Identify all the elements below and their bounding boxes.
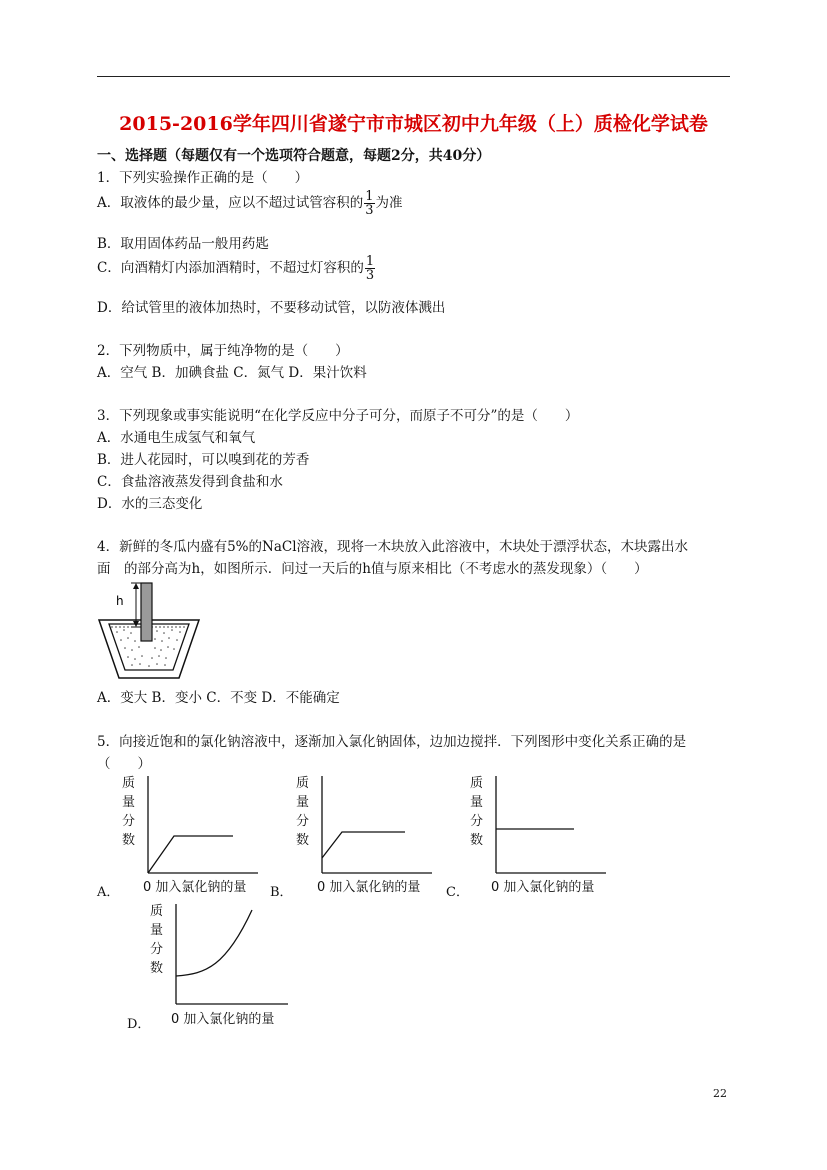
x-axis-label: 0 加入氯化钠的量: [171, 1012, 275, 1027]
q5-option-d-label: D．: [127, 1017, 151, 1032]
q4-options: A．变大 B．变小 C．不变 D．不能确定: [97, 690, 340, 706]
y-label-char: 数: [122, 833, 136, 848]
q1-stem: 1．下列实验操作正确的是（ ）: [97, 170, 309, 186]
q3-option-b: B．进人花园时，可以嗅到花的芳香: [97, 452, 310, 468]
q5-option-a-label: A．: [97, 885, 120, 900]
y-label-char: 质: [470, 776, 484, 791]
q3-option-d: D．水的三态变化: [97, 496, 203, 512]
x-axis-label: 0 加入氯化钠的量: [143, 880, 247, 895]
q5-graph-a: [118, 772, 278, 898]
q1-option-a: [97, 190, 403, 217]
q4-line2: 面 的部分高为h，如图所示．问过一天后的h值与原来相比（不考虑水的蒸发现象）（ ）: [97, 561, 648, 577]
q2-options: A．空气 B．加碘食盐 C．氮气 D．果汁饮料: [97, 365, 367, 381]
x-axis-label: 0 加入氯化钠的量: [491, 880, 595, 895]
graph-d-curve: [176, 910, 252, 976]
y-label-char: 量: [122, 795, 136, 810]
y-label-char: 数: [296, 833, 310, 848]
q1-option-c: [97, 255, 376, 282]
q5-option-c-label: C．: [446, 885, 469, 900]
y-label-char: 质: [296, 776, 310, 791]
x-axis-label: 0 加入氯化钠的量: [317, 880, 421, 895]
page-number: 22: [713, 1087, 727, 1100]
exam-title: 2015-2016学年四川省遂宁市市城区初中九年级（上）质检化学试卷: [119, 113, 708, 135]
q5-option-b-label: B．: [270, 885, 293, 900]
y-label-char: 质: [122, 776, 136, 791]
section-heading: 一、选择题（每题仅有一个选项符合题意，每题2分，共40分）: [97, 148, 491, 164]
y-label-char: 质: [150, 904, 164, 919]
header-rule: [97, 76, 730, 77]
y-label-char: 分: [150, 942, 164, 957]
q2-stem: 2．下列物质中，属于纯净物的是（ ）: [97, 343, 349, 359]
q5-graph-c: [466, 772, 626, 898]
y-label-char: 数: [470, 833, 484, 848]
q1-option-a-text: A．取液体的最少量，应以不超过试管容积的: [97, 195, 364, 211]
fraction-one-third: $\frac{1}{3}$: [365, 254, 375, 283]
y-label-char: 分: [122, 814, 136, 829]
q1-option-a-suffix: 为准: [375, 195, 403, 211]
y-label-char: 分: [296, 814, 310, 829]
q1-option-b: B．取用固体药品一般用药匙: [97, 236, 269, 252]
q3-stem: 3．下列现象或事实能说明“在化学反应中分子可分，而原子不可分”的是（ ）: [97, 408, 579, 424]
q1-option-c-text: C．向酒精灯内添加酒精时，不超过灯容积的: [97, 260, 364, 276]
y-label-char: 量: [150, 923, 164, 938]
q4-figure-wood-block: [97, 578, 207, 682]
graph-a-curve: [148, 836, 233, 873]
y-label-char: 量: [296, 795, 310, 810]
q5-line2: （ ）: [97, 756, 151, 772]
q5-graph-d: [146, 900, 306, 1030]
q3-option-a: A．水通电生成氢气和氧气: [97, 430, 256, 446]
fraction-one-third: $\frac{1}{3}$: [365, 189, 374, 218]
graph-b-curve: [322, 832, 405, 858]
q5-graph-b: [292, 772, 452, 898]
q3-option-c: C．食盐溶液蒸发得到食盐和水: [97, 474, 283, 490]
y-label-char: 量: [470, 795, 484, 810]
q4-figure-label-h: h: [116, 594, 124, 608]
y-label-char: 分: [470, 814, 484, 829]
q4-line1: 4．新鲜的冬瓜内盛有5%的NaCl溶液，现将一木块放入此溶液中，木块处于漂浮状态，木块露出水: [97, 539, 689, 555]
y-label-char: 数: [150, 961, 164, 976]
q5-line1: 5．向接近饱和的氯化钠溶液中，逐渐加入氯化钠固体，边加边搅拌．下列图形中变化关系正确的是: [97, 734, 687, 750]
q1-option-d: D．给试管里的液体加热时，不要移动试管，以防液体溅出: [97, 300, 446, 316]
